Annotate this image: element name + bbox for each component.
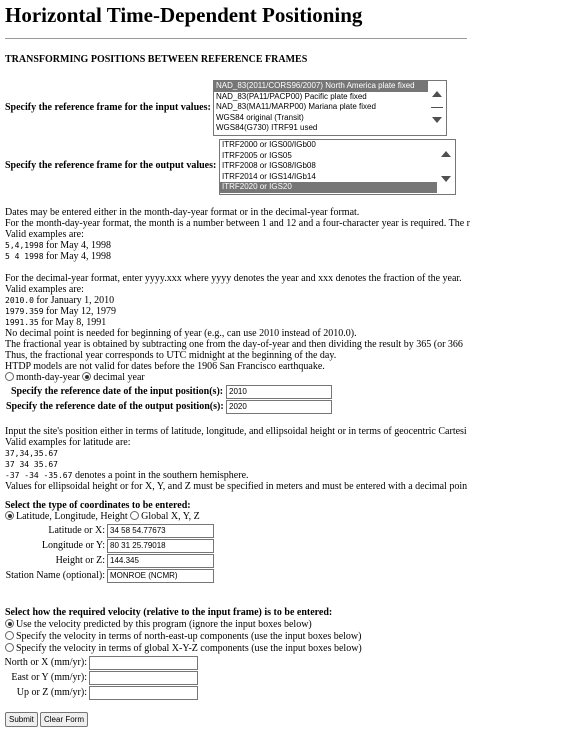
coord-type-options: Latitude, Longitude, Height Global X, Y, Z [5, 511, 200, 522]
input-date-field[interactable]: 2010 [226, 385, 332, 399]
output-frame-label: Specify the reference frame for the output values: [5, 160, 217, 171]
dates-intro: Dates may be entered either in the month-day-year format or in the decimal-year format. [5, 207, 360, 218]
coords-heading: Select the type of coordinates to be entered: [5, 500, 191, 511]
date-example: 5,4,1998 for May 4, 1998 [5, 240, 112, 251]
position-valid-lat: Valid examples for latitude are: [5, 437, 131, 448]
dates-note: No decimal point is needed for beginning of year (e.g., can use 2010 instead of 2010.0). [5, 328, 357, 339]
input-frame-listbox[interactable] [213, 80, 447, 136]
section-heading: TRANSFORMING POSITIONS BETWEEN REFERENCE FRAMES [5, 54, 308, 65]
output-frame-option[interactable]: ITRF2005 or IGS05 [222, 150, 292, 160]
scroll-up-icon[interactable] [432, 91, 442, 97]
input-date-label: Specify the reference date of the input position(s): [11, 386, 224, 397]
scroll-down-icon[interactable] [432, 117, 442, 123]
east-label: East or Y (mm/yr): [11, 672, 87, 683]
output-frame-listbox[interactable] [219, 139, 456, 195]
output-frame-option[interactable]: ITRF2008 or IGS08/IGb08 [222, 161, 316, 170]
radio-decimal-year[interactable] [82, 372, 91, 381]
input-frame-option[interactable]: NAD_83(MA11/MARP00) Mariana plate fixed [216, 102, 376, 111]
lon-field[interactable]: 80 31 25.79018 [107, 539, 214, 553]
velocity-heading: Select how the required velocity (relative to the input frame) is to be entered: [5, 607, 333, 618]
station-field[interactable]: MONROE (NCMR) [107, 569, 214, 583]
dates-note: Thus, the fractional year corresponds to UTC midnight at the beginning of the day. [5, 350, 337, 361]
input-frame-option[interactable]: WGS84(G730) ITRF91 used [216, 123, 318, 132]
lat-example: 37,34,35.67 [5, 449, 58, 458]
lat-example: 37 34 35.67 [5, 460, 58, 469]
input-frame-option[interactable]: NAD_83(2011/CORS96/2007) North America plate fixed [214, 81, 446, 92]
page-title: Horizontal Time-Dependent Positioning [5, 3, 363, 27]
lat-field[interactable]: 34 58 54.77673 [107, 524, 214, 538]
submit-button[interactable]: Submit [5, 712, 38, 727]
north-field[interactable] [89, 656, 198, 670]
dates-valid-examples-2: Valid examples are: [5, 284, 84, 295]
scroll-up-icon[interactable] [441, 151, 451, 157]
input-frame-option[interactable]: WGS84 original (Transit) [216, 112, 304, 122]
radio-velocity-xyz[interactable] [5, 643, 14, 652]
scroll-down-icon[interactable] [441, 176, 451, 182]
lon-label: Longitude or Y: [41, 540, 105, 551]
lat-label: Latitude or X: [48, 525, 105, 536]
lat-example: -37 -34 -35.67 denotes a point in the southern hemisphere. [5, 470, 249, 481]
position-intro: Input the site's position either in terms of latitude, longitude, and ellipsoidal height or in terms of geocentric Cartesi [5, 426, 467, 437]
up-field[interactable] [89, 686, 198, 700]
date-example: 1991.35 for May 8, 1991 [5, 317, 107, 328]
output-date-label: Specify the reference date of the output position(s): [6, 401, 224, 412]
horizontal-rule [5, 38, 467, 39]
height-field[interactable]: 144.345 [107, 554, 214, 568]
radio-lat-lon-height[interactable] [5, 511, 14, 520]
dates-mdy-rule: For the month-day-year format, the month is a number between 1 and 12 and a four-character year is required. The r [5, 218, 470, 229]
output-frame-option[interactable]: ITRF2000 or IGS00/IGb00 [222, 140, 316, 149]
east-field[interactable] [89, 671, 198, 685]
input-frame-label: Specify the reference frame for the input values: [5, 102, 211, 113]
north-label: North or X (mm/yr): [4, 657, 87, 668]
date-format-options: month-day-year decimal year [5, 372, 145, 383]
dates-note: HTDP models are not valid for dates before the 1906 San Francisco earthquake. [5, 361, 325, 372]
clear-form-button[interactable]: Clear Form [40, 712, 88, 727]
station-label: Station Name (optional): [5, 570, 105, 581]
input-frame-scrollbar[interactable] [428, 81, 446, 135]
input-frame-option[interactable]: NAD_83(PA11/PACP00) Pacific plate fixed [216, 91, 367, 101]
date-example: 2010.0 for January 1, 2010 [5, 295, 115, 306]
velocity-option-3: Specify the velocity in terms of global X-Y-Z components (use the input boxes below) [5, 643, 362, 654]
scroll-thumb[interactable] [431, 107, 443, 108]
output-frame-option[interactable]: ITRF2014 or IGS14/IGb14 [222, 171, 316, 181]
output-frame-option[interactable]: ITRF2020 or IGS20 [220, 182, 455, 193]
date-example: 5 4 1998 for May 4, 1998 [5, 251, 112, 262]
dates-decimal-rule: For the decimal-year format, enter yyyy.xxx where yyyy denotes the year and xxx denotes the fraction of the year. [5, 273, 462, 284]
up-label: Up or Z (mm/yr): [16, 687, 87, 698]
height-label: Height or Z: [55, 555, 105, 566]
output-date-field[interactable]: 2020 [226, 400, 332, 414]
output-frame-scrollbar[interactable] [437, 140, 455, 194]
radio-velocity-predicted[interactable] [5, 619, 14, 628]
dates-valid-examples: Valid examples are: [5, 229, 84, 240]
radio-velocity-neu[interactable] [5, 631, 14, 640]
radio-month-day-year[interactable] [5, 372, 14, 381]
velocity-option-1: Use the velocity predicted by this program (ignore the input boxes below) [5, 619, 312, 630]
position-units-note: Values for ellipsoidal height or for X, Y, and Z must be specified in meters and must be entered with a decimal poin [5, 481, 468, 492]
dates-note: The fractional year is obtained by subtracting one from the day-of-year and then dividing the result by 365 (or 366 [5, 339, 463, 350]
radio-global-xyz[interactable] [130, 511, 139, 520]
date-example: 1979.359 for May 12, 1979 [5, 306, 117, 317]
velocity-option-2: Specify the velocity in terms of north-east-up components (use the input boxes below) [5, 631, 361, 642]
